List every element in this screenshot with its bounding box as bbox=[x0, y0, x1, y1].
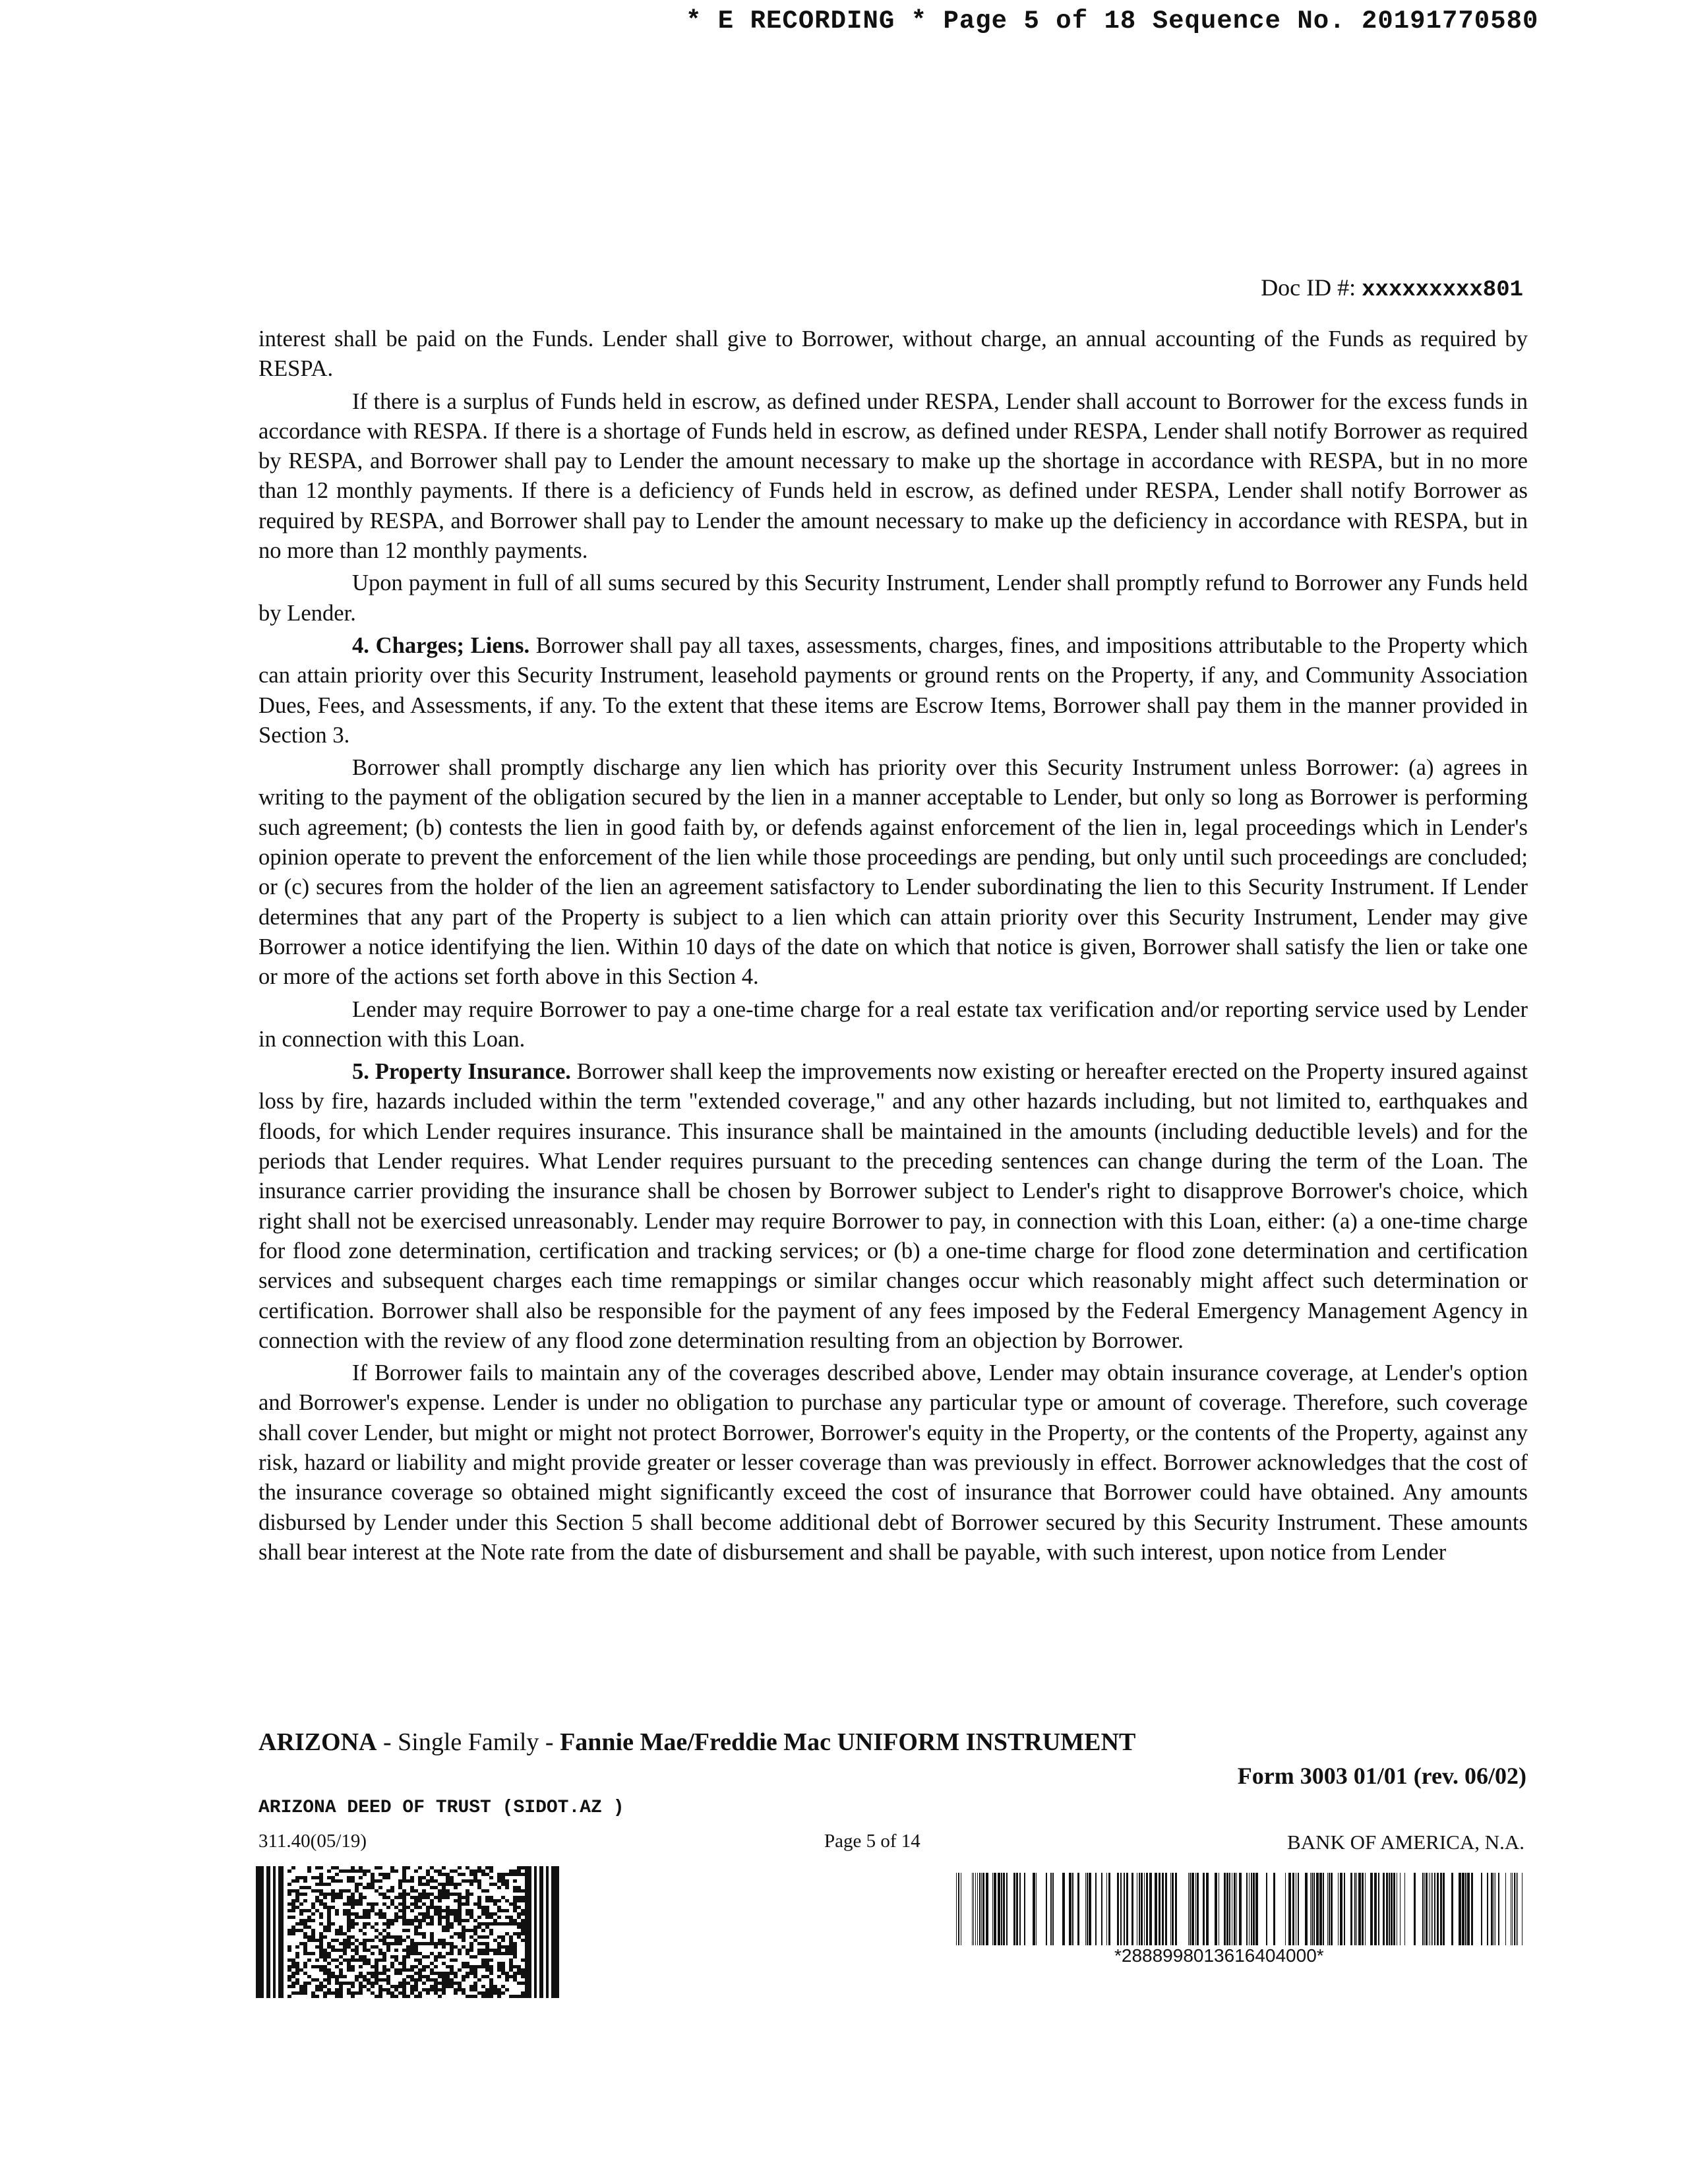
paragraph-tax-charge: Lender may require Borrower to pay a one-time charge for a real estate tax verification and/or reporting service used by Lender in connection with this Loan. bbox=[258, 996, 1528, 1052]
doc-id-label: Doc ID #: bbox=[1261, 274, 1356, 301]
footer-instrument: Fannie Mae/Freddie Mac UNIFORM INSTRUMENT bbox=[560, 1728, 1136, 1756]
linear-barcode bbox=[956, 1873, 1530, 1945]
paragraph-surplus: If there is a surplus of Funds held in escrow, as defined under RESPA, Lender shall account to Borrower for the excess funds in accordance with RESPA. If there is a shortage of Funds held in escrow, as defined under RESPA, Lender shall notify Borrower as required by RESPA, and Borrower shall pay to Lender the amount necessary to make up the shortage in accordance with RESPA, but in no more than 12 monthly payments. If there is a deficiency of Funds held in escrow, as defined under RESPA, Lender shall notify Borrower as required by RESPA, and Borrower shall pay to Lender the amount necessary to make up the deficiency in accordance with RESPA, but in no more than 12 monthly payments. bbox=[258, 388, 1528, 564]
section-5-text: Borrower shall keep the improvements now existing or hereafter erected on the Property insured against loss by fire, hazards included within the term "extended coverage," and any other hazards including, but not limited to, earthquakes and floods, for which Lender requires insurance. This insurance shall be maintained in the amounts (including deductible levels) and for the periods that Lender requires. What Lender requires pursuant to the preceding sentences can change during the term of the Loan. The insurance carrier providing the insurance shall be chosen by Borrower subject to Lender's right to disapprove Borrower's choice, which right shall not be exercised unreasonably. Lender may require Borrower to pay, in connection with this Loan, either: (a) a one-time charge for flood zone determination, certification and tracking services; or (b) a one-time charge for flood zone determination and certification services and subsequent charges each time remappings or similar changes occur which reasonably might affect such determination or certification. Borrower shall also be responsible for the payment of any fees imposed by the Federal Emergency Management Agency in connection with the review of any flood zone determination resulting from an objection by Borrower. bbox=[258, 1059, 1528, 1353]
footer-state: ARIZONA bbox=[258, 1728, 377, 1756]
paragraph-section-4 bbox=[258, 631, 1528, 750]
doc-id-value: xxxxxxxxx801 bbox=[1362, 278, 1523, 303]
pdf417-barcode bbox=[256, 1866, 559, 1998]
section-4-text: Borrower shall pay all taxes, assessments, charges, fines, and impositions attributable to the Property which can attain priority over this Security Instrument, leasehold payments or ground rents on the Property, if any, and Community Association Dues, Fees, and Assessments, if any. To the extent that these items are Escrow Items, Borrower shall pay them in the manner provided in Section 3. bbox=[258, 632, 1528, 748]
paragraph-interest: interest shall be paid on the Funds. Lender shall give to Borrower, without charge, an annual accounting of the Funds as required by RESPA. bbox=[258, 326, 1528, 382]
linear-barcode-bars bbox=[956, 1873, 1522, 1945]
pdf417-cells bbox=[287, 1866, 525, 1998]
lender-name: BANK OF AMERICA, N.A. bbox=[1287, 1831, 1524, 1854]
section-5-heading: 5. Property Insurance. bbox=[352, 1059, 571, 1085]
paragraph-refund: Upon payment in full of all sums secured by this Security Instrument, Lender shall promptly refund to Borrower any Funds held by Lender. bbox=[258, 570, 1528, 626]
document-body bbox=[258, 324, 1528, 1570]
section-4-heading: 4. Charges; Liens. bbox=[352, 632, 530, 658]
paragraph-liens: Borrower shall promptly discharge any lien which has priority over this Security Instrument unless Borrower: (a) agrees in writing to the payment of the obligation secured by the lien in a manner acceptable to Lender, but only so long as Borrower is performing such agreement; (b) contests the lien in good faith by, or defends against enforcement of the lien in, legal proceedings which in Lender's opinion operate to prevent the enforcement of the lien while those proceedings are pending, but only until such proceedings are concluded; or (c) secures from the holder of the lien an agreement satisfactory to Lender subordinating the lien to this Security Instrument. If Lender determines that any part of the Property is subject to a lien which can attain priority over this Security Instrument, Lender may give Borrower a notice identifying the lien. Within 10 days of the date on which that notice is given, Borrower shall satisfy the lien or take one or more of the actions set forth above in this Section 4. bbox=[258, 755, 1528, 990]
form-number: Form 3003 01/01 (rev. 06/02) bbox=[1237, 1763, 1526, 1789]
footer-sep: - Single Family - bbox=[377, 1728, 560, 1756]
paragraph-coverage: If Borrower fails to maintain any of the coverages described above, Lender may obtain insurance coverage, at Lender's option and Borrower's expense. Lender is under no obligation to purchase any particular type or amount of coverage. Therefore, such coverage shall cover Lender, but might or might not protect Borrower, Borrower's equity in the Property, or the contents of the Property, against any risk, hazard or liability and might provide greater or lesser coverage than was previously in effect. Borrower acknowledges that the cost of the insurance coverage so obtained might significantly exceed the cost of insurance that Borrower could have obtained. Any amounts disbursed by Lender under this Section 5 shall become additional debt of Borrower secured by this Security Instrument. These amounts shall bear interest at the Note rate from the date of disbursement and shall be payable, with such interest, upon notice from Lender bbox=[258, 1360, 1528, 1565]
version-code: 311.40(05/19) bbox=[258, 1831, 367, 1852]
footer-instrument-title bbox=[258, 1728, 1135, 1757]
recording-header: * E RECORDING * Page 5 of 18 Sequence No. 20191770580 bbox=[686, 7, 1539, 36]
page-number: Page 5 of 14 bbox=[824, 1831, 920, 1852]
deed-title: ARIZONA DEED OF TRUST (SIDOT.AZ ) bbox=[258, 1798, 624, 1818]
barcode-number: *2888998013616404000* bbox=[1114, 1945, 1324, 1966]
doc-id bbox=[1261, 274, 1523, 303]
paragraph-section-5 bbox=[258, 1057, 1528, 1356]
